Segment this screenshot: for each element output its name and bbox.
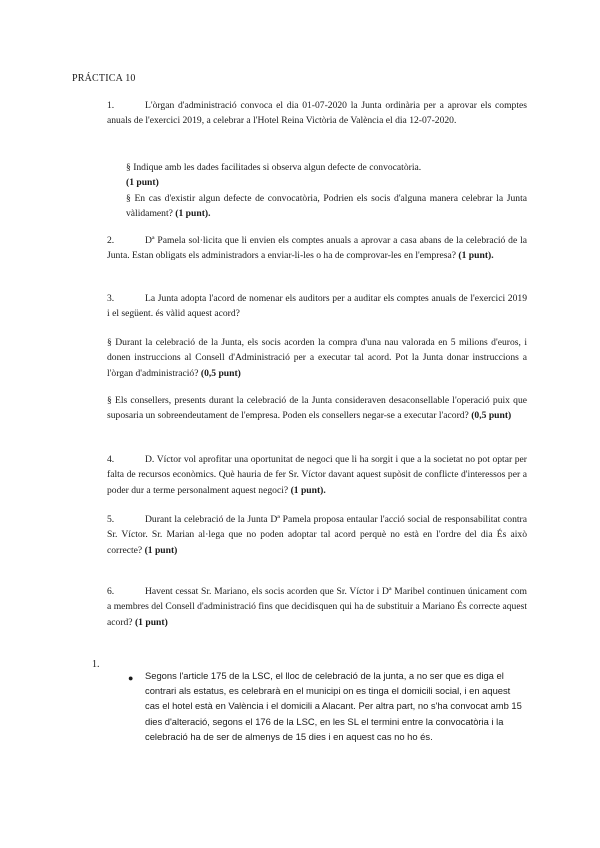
question-2	[107, 233, 527, 264]
question-text: La Junta adopta l'acord de nomenar els auditors per a auditar els comptes anuals de l'exercici 2019 i el següent. és vàlid aquest acord?	[107, 293, 527, 320]
question-number: 1.	[107, 100, 115, 111]
subquestion-text: § Indique amb les dades facilitades si observa algun defecte de convocatòria.	[126, 162, 422, 173]
question-text: Dª Pamela sol·licita que li envien els comptes anuals a aprovar a casa abans de la celebració de la Junta. Estan obligats els administradors a enviar-li-les o ha de comprovar-les en l'empresa?	[107, 235, 527, 262]
question-number: 5.	[107, 514, 115, 525]
question-text: D. Víctor vol aprofitar una oportunitat de negoci que li ha sorgit i que a la societat no pot optar per falta de recursos econòmics. Què hauria de fer Sr. Víctor davant aquest supòsit de conflicte d'interessos per a poder dur a terme personalment aquest negoci?	[107, 454, 527, 496]
subquestion-text: § Els consellers, presents durant la celebració de la Junta consideraven desaconsellable l'operació puix que suposaria un sobreendeutament de l'empresa. Poden els consellers negar-se a executar l'acord?	[107, 395, 527, 422]
points-label: (0,5 punt)	[200, 367, 241, 379]
points-label: (0,5 punt)	[471, 410, 512, 422]
question-number: 2.	[107, 235, 115, 246]
points-label: (1 punt)	[126, 177, 159, 189]
question-1-sub-2	[126, 191, 527, 222]
subquestion-text: § En cas d'existir algun defecte de convocatòria, Podrien els socis d'alguna manera celebrar la Junta vàlidament?	[126, 193, 527, 220]
question-text: Havent cessat Sr. Mariano, els socis acorden que Sr. Víctor i Dª Maribel continuen únicament com a membres del Consell d'administració fins que decidisquen qui ha de substituir a Mariano És correcte aquest acord?	[107, 586, 527, 628]
question-6	[107, 584, 527, 630]
points-label: (1 punt).	[175, 208, 211, 220]
page-title: PRÁCTICA 10	[72, 73, 136, 84]
answer-number: 1.	[92, 659, 100, 670]
answer-text: Segons l'article 175 de la LSC, el lloc de celebració de la junta, a no ser que es diga el contrari als estatus, es celebrarà en el municipi on es tinga el domicili social, i en aquest cas el hotel està en València i el domicili a Alacant. Per altra part, no s'ha convocat amb 15 dies d'alteració, segons el 176 de la LSC, en les SL el termini entre la convocatòria i la celebració ha de ser de almenys de 15 dies i en aquest cas no ho és.	[145, 670, 522, 742]
question-number: 6.	[107, 586, 115, 597]
question-3-sub-2	[107, 393, 527, 424]
question-1	[107, 98, 527, 129]
bullet-icon: ●	[128, 673, 134, 683]
question-text: Durant la celebració de la Junta Dª Pamela proposa entaular l'acció social de responsabilitat contra Sr. Víctor. Sr. Marian al·lega que no poden adoptar tal acord perquè no està en l'ordre del dia És això correcte?	[107, 514, 527, 556]
question-number: 4.	[107, 454, 115, 465]
points-label: (1 punt)	[134, 616, 168, 628]
question-1-sub-1	[126, 160, 527, 191]
question-3-sub-1	[107, 335, 527, 381]
points-label: (1 punt)	[144, 544, 178, 556]
question-number: 3.	[107, 293, 115, 304]
points-label: (1 punt).	[290, 484, 326, 496]
points-label: (1 punt).	[458, 250, 494, 262]
question-5	[107, 512, 527, 558]
question-3	[107, 291, 527, 322]
subquestion-text: § Durant la celebració de la Junta, els socis acorden la compra d'una nau valorada en 5 milions d'euros, i donen instruccions al Consell d'Administració per a executar tal acord. Pot la Junta donar instruccions a l'òrgan d'administració?	[107, 337, 527, 379]
question-4	[107, 452, 527, 498]
question-text: L'òrgan d'administració convoca el dia 01-07-2020 la Junta ordinària per a aprovar els comptes anuals de l'exercici 2019, a celebrar a l'Hotel Reina Victòria de València el dia 12-07-2020.	[107, 100, 527, 127]
